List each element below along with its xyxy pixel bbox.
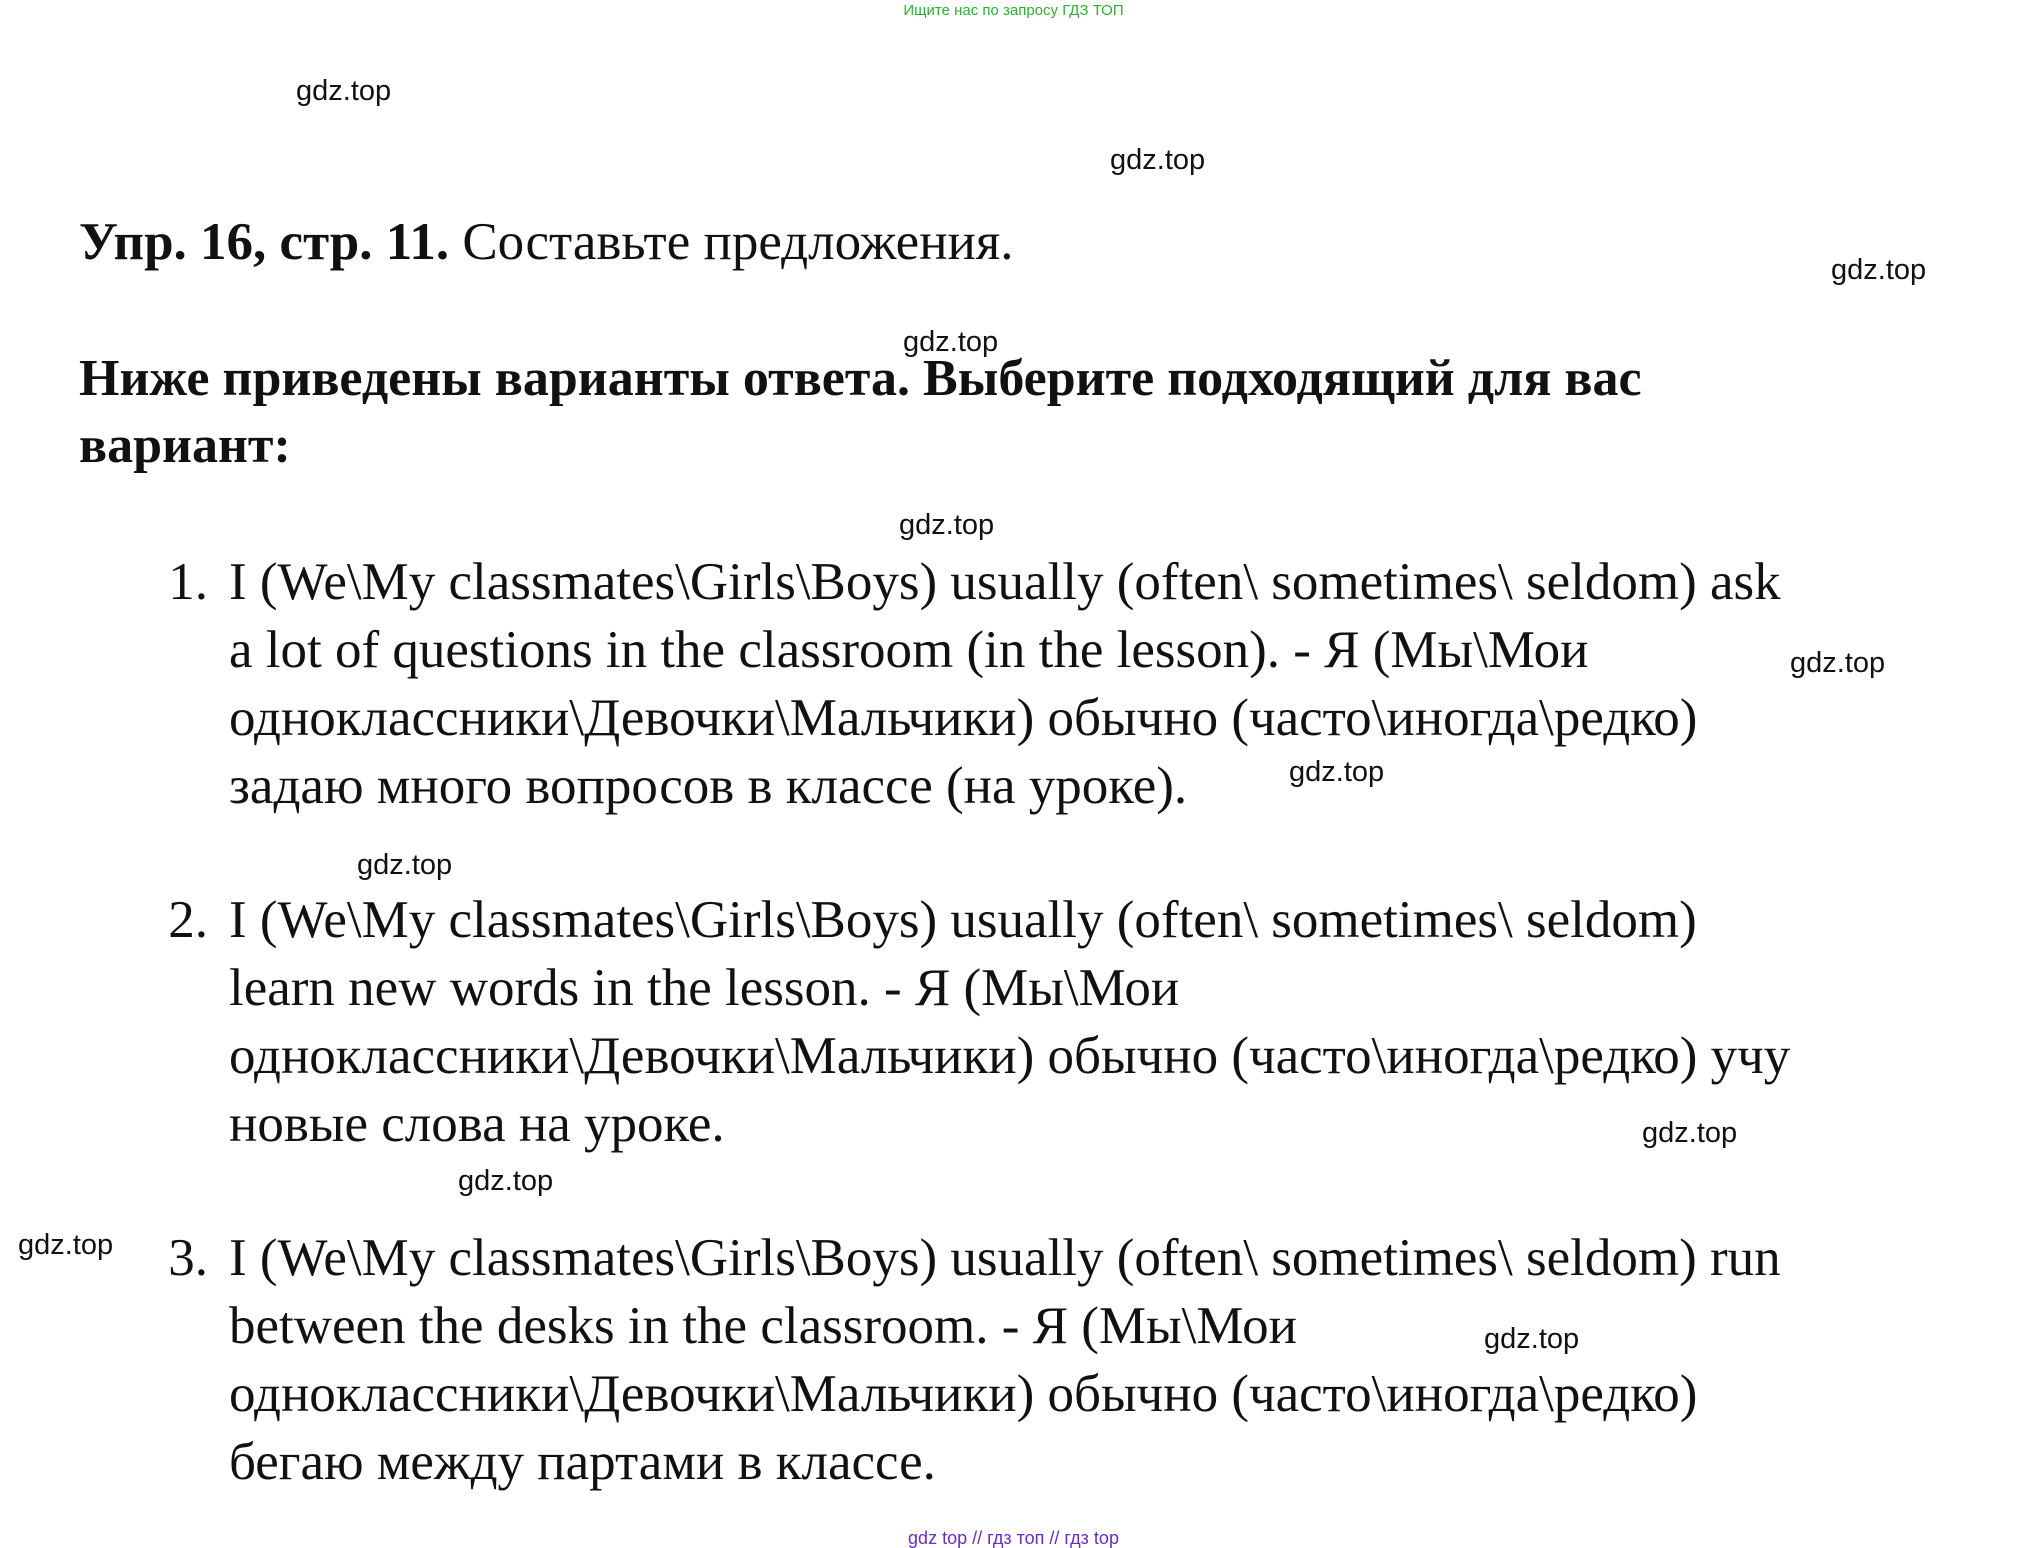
item-number: 2. xyxy=(168,891,208,949)
watermark: gdz.top xyxy=(1110,144,1206,176)
top-banner: Ищите нас по запросу ГДЗ ТОП xyxy=(903,2,1124,19)
item-number: 1. xyxy=(168,553,208,611)
watermark: gdz.top xyxy=(458,1165,554,1197)
watermark: gdz.top xyxy=(357,849,453,881)
item-line: одноклассники\Девочки\Мальчики) обычно (часто\иногда\редко) xyxy=(229,1365,1698,1423)
instruction-line: Ниже приведены варианты ответа. Выберите подходящий для вас xyxy=(79,350,1642,407)
item-number: 3. xyxy=(168,1229,208,1287)
exercise-number: Упр. 16, стр. 11. xyxy=(79,213,450,271)
item-line: a lot of questions in the classroom (in the lesson). - Я (Мы\Мои xyxy=(229,621,1589,679)
item-text xyxy=(229,1224,1997,1496)
item-text xyxy=(229,548,1997,820)
footer-watermark: gdz top // гдз топ // гдз top xyxy=(908,1528,1119,1548)
watermark: gdz.top xyxy=(899,509,995,541)
item-line: learn new words in the lesson. - Я (Мы\Мои xyxy=(229,959,1180,1017)
watermark: gdz.top xyxy=(1484,1323,1580,1355)
item-line: задаю много вопросов в классе (на уроке). xyxy=(229,757,1188,815)
item-line: одноклассники\Девочки\Мальчики) обычно (часто\иногда\редко) xyxy=(229,689,1698,747)
item-line: одноклассники\Девочки\Мальчики) обычно (часто\иногда\редко) учу xyxy=(229,1027,1791,1085)
exercise-task: Составьте предложения. xyxy=(449,213,1014,271)
instruction-text xyxy=(79,345,1899,479)
item-line: between the desks in the classroom. - Я (Мы\Мои xyxy=(229,1297,1297,1355)
item-line: новые слова на уроке. xyxy=(229,1095,725,1153)
instruction-line: вариант: xyxy=(79,417,291,474)
watermark: gdz.top xyxy=(1831,254,1927,286)
item-line: I (We\My classmates\Girls\Boys) usually (often\ sometimes\ seldom) run xyxy=(229,1229,1781,1287)
watermark: gdz.top xyxy=(903,326,999,358)
item-line: I (We\My classmates\Girls\Boys) usually (often\ sometimes\ seldom) ask xyxy=(229,553,1781,611)
watermark: gdz.top xyxy=(18,1229,114,1261)
watermark: gdz.top xyxy=(296,75,392,107)
watermark: gdz.top xyxy=(1289,756,1385,788)
item-line: I (We\My classmates\Girls\Boys) usually (often\ sometimes\ seldom) xyxy=(229,891,1697,949)
item-line: бегаю между партами в классе. xyxy=(229,1433,936,1491)
watermark: gdz.top xyxy=(1790,647,1886,679)
exercise-title xyxy=(79,212,1014,272)
watermark: gdz.top xyxy=(1642,1117,1738,1149)
